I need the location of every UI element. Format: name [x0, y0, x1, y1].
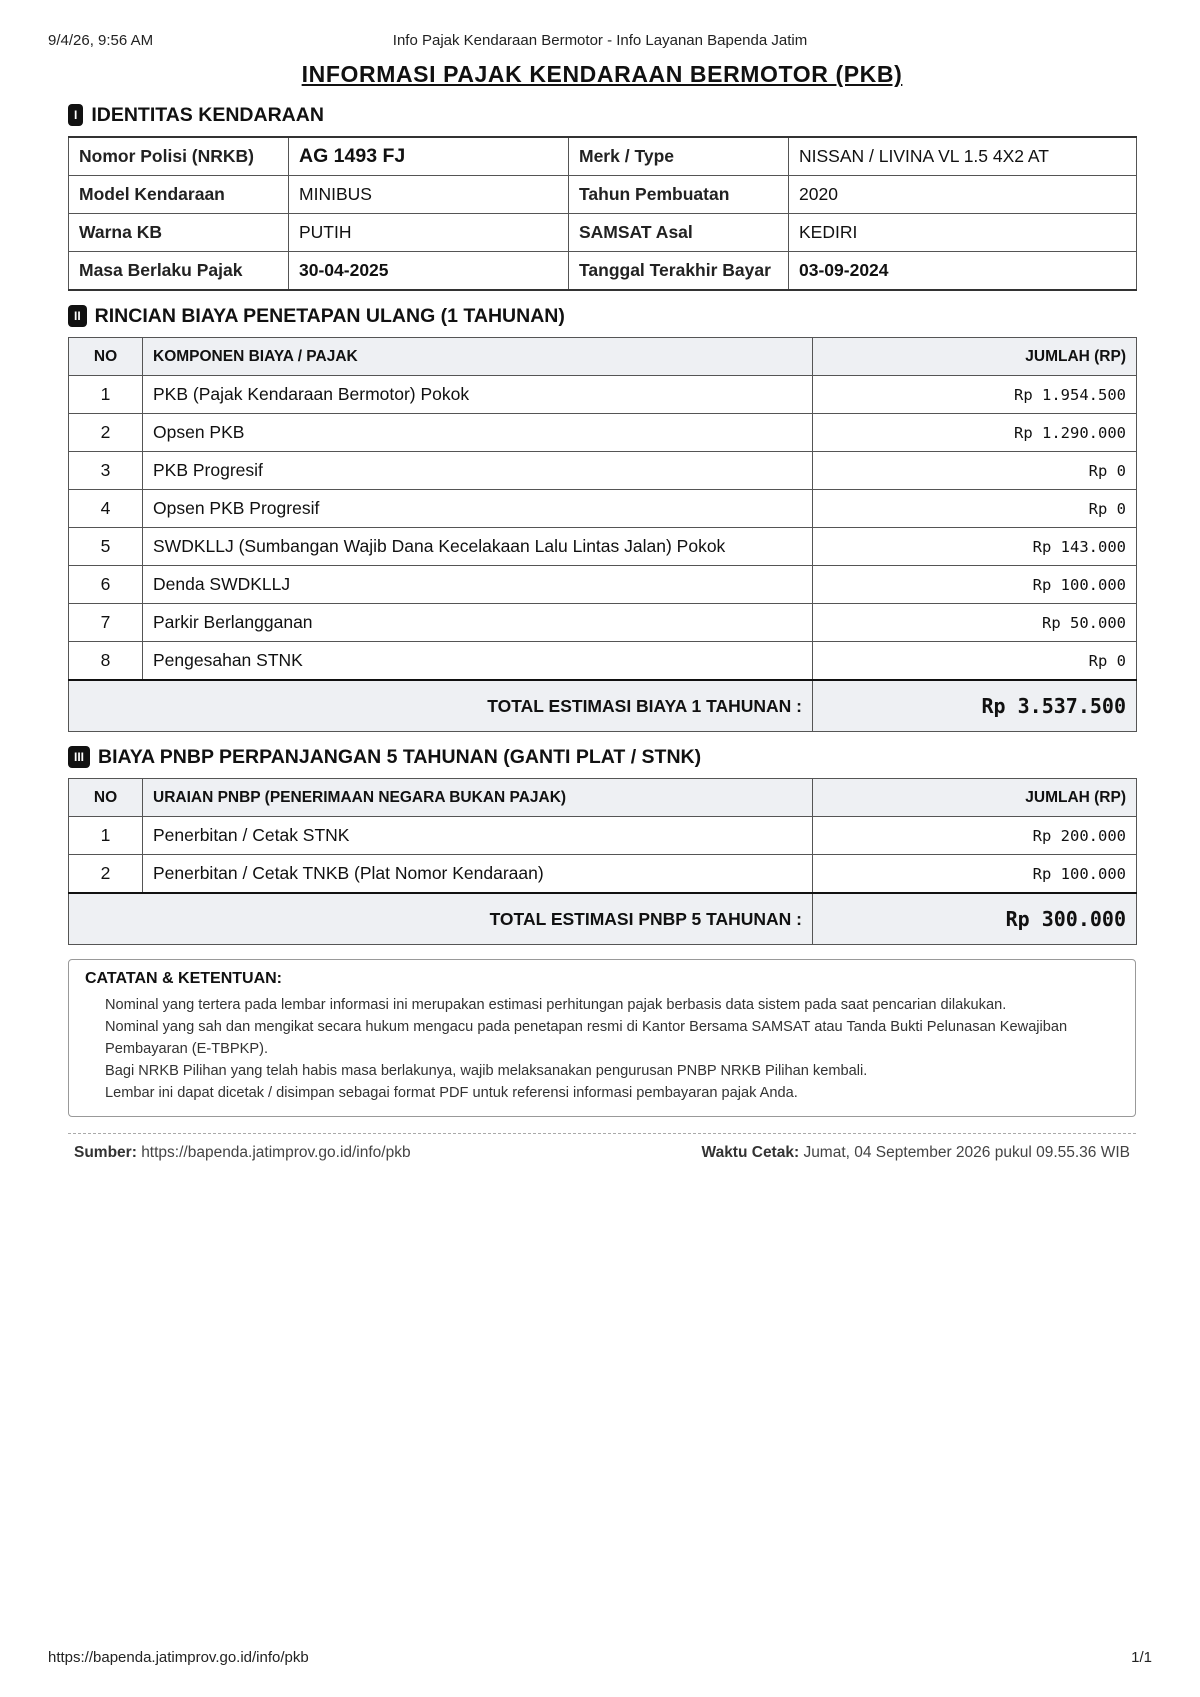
notes-title: CATATAN & KETENTUAN: [85, 970, 283, 987]
note-item: Nominal yang sah dan mengikat secara hukum mengacu pada penetapan resmi di Kantor Bersama SAMSAT atau Tanda Bukti Pelunasan Kewajiban Pembayaran (E-TBPKP). [105, 1019, 1068, 1057]
section-number-badge: II [68, 305, 87, 327]
table-row [69, 528, 1137, 566]
row-number: 7 [69, 604, 143, 642]
table-row [69, 642, 1137, 681]
column-header-amount: JUMLAH (RP) [813, 779, 1137, 817]
section-number-badge: I [68, 104, 83, 126]
table-row [69, 566, 1137, 604]
print-time-info [702, 1144, 1130, 1162]
row-component: Denda SWDKLLJ [143, 566, 813, 604]
row-amount: Rp 0 [813, 642, 1137, 681]
column-header-description: URAIAN PNBP (PENERIMAAN NEGARA BUKAN PAJAK) [143, 779, 813, 817]
row-amount: Rp 100.000 [813, 566, 1137, 604]
row-component: PKB (Pajak Kendaraan Bermotor) Pokok [143, 376, 813, 414]
total-label: TOTAL ESTIMASI PNBP 5 TAHUNAN : [69, 893, 813, 945]
column-header-component: KOMPONEN BIAYA / PAJAK [143, 338, 813, 376]
label-last-payment-date: Tanggal Terakhir Bayar [569, 252, 789, 291]
note-item: Bagi NRKB Pilihan yang telah habis masa berlakunya, wajib melaksanakan pengurusan PNBP NRKB Pilihan kembali. [105, 1063, 868, 1079]
total-label: TOTAL ESTIMASI BIAYA 1 TAHUNAN : [69, 680, 813, 732]
total-amount: Rp 300.000 [813, 893, 1137, 945]
row-component: SWDKLLJ (Sumbangan Wajib Dana Kecelakaan Lalu Lintas Jalan) Pokok [143, 528, 813, 566]
print-page-title: Info Pajak Kendaraan Bermotor - Info Layanan Bapenda Jatim [392, 32, 808, 49]
table-header-row [69, 338, 1137, 376]
identity-row [69, 176, 1137, 214]
row-amount: Rp 200.000 [813, 817, 1137, 855]
column-header-no: NO [69, 779, 143, 817]
row-number: 8 [69, 642, 143, 681]
print-header [48, 32, 1152, 52]
note-item: Nominal yang tertera pada lembar informasi ini merupakan estimasi perhitungan pajak berbasis data sistem pada saat pencarian dilakukan. [105, 997, 1007, 1013]
total-row [69, 680, 1137, 732]
table-row [69, 414, 1137, 452]
vehicle-identity-table [68, 136, 1137, 291]
column-header-no: NO [69, 338, 143, 376]
identity-row [69, 137, 1137, 176]
row-amount: Rp 50.000 [813, 604, 1137, 642]
row-number: 5 [69, 528, 143, 566]
row-amount: Rp 0 [813, 452, 1137, 490]
print-time-value: Jumat, 04 September 2026 pukul 09.55.36 WIB [803, 1144, 1130, 1161]
page-number: 1/1 [1131, 1649, 1152, 1666]
source-url: https://bapenda.jatimprov.go.id/info/pkb [141, 1144, 411, 1161]
label-brand-type: Merk / Type [569, 137, 789, 176]
annual-fees-table [68, 337, 1137, 732]
table-row [69, 376, 1137, 414]
row-number: 2 [69, 414, 143, 452]
print-time-label: Waktu Cetak: [701, 1144, 800, 1161]
row-component: Opsen PKB Progresif [143, 490, 813, 528]
print-footer [48, 1649, 1152, 1669]
section-identity-heading [68, 100, 1136, 130]
print-footer-url: https://bapenda.jatimprov.go.id/info/pkb [48, 1649, 309, 1666]
section-title: RINCIAN BIAYA PENETAPAN ULANG (1 TAHUNAN) [94, 304, 565, 327]
row-description: Penerbitan / Cetak STNK [143, 817, 813, 855]
value-last-payment-date: 03-09-2024 [789, 252, 1137, 291]
value-tax-validity: 30-04-2025 [289, 252, 569, 291]
dashed-divider [68, 1133, 1136, 1134]
value-samsat-origin: KEDIRI [789, 214, 1137, 252]
pnbp-fees-table [68, 778, 1137, 945]
notes-list [85, 994, 1119, 1104]
row-component: Pengesahan STNK [143, 642, 813, 681]
value-vehicle-model: MINIBUS [289, 176, 569, 214]
value-color: PUTIH [289, 214, 569, 252]
document-title: INFORMASI PAJAK KENDARAAN BERMOTOR (PKB) [301, 61, 903, 87]
section-title: IDENTITAS KENDARAAN [91, 103, 324, 126]
section-number-badge: III [68, 746, 90, 768]
identity-row [69, 214, 1137, 252]
note-item: Lembar ini dapat dicetak / disimpan sebagai format PDF untuk referensi informasi pembayaran pajak Anda. [105, 1085, 798, 1101]
section-title: BIAYA PNBP PERPANJANGAN 5 TAHUNAN (GANTI PLAT / STNK) [98, 745, 702, 768]
column-header-amount: JUMLAH (RP) [813, 338, 1137, 376]
row-number: 1 [69, 817, 143, 855]
label-samsat-origin: SAMSAT Asal [569, 214, 789, 252]
row-amount: Rp 100.000 [813, 855, 1137, 894]
row-number: 4 [69, 490, 143, 528]
table-row [69, 452, 1137, 490]
row-description: Penerbitan / Cetak TNKB (Plat Nomor Kendaraan) [143, 855, 813, 894]
print-datetime: 9/4/26, 9:56 AM [48, 32, 154, 49]
value-brand-type: NISSAN / LIVINA VL 1.5 4X2 AT [789, 137, 1137, 176]
table-row [69, 490, 1137, 528]
label-license-plate: Nomor Polisi (NRKB) [69, 137, 289, 176]
row-number: 2 [69, 855, 143, 894]
row-number: 3 [69, 452, 143, 490]
total-amount: Rp 3.537.500 [813, 680, 1137, 732]
row-number: 1 [69, 376, 143, 414]
source-info [74, 1144, 411, 1162]
table-row [69, 604, 1137, 642]
section-annual-fees-heading [68, 301, 1136, 331]
label-tax-validity: Masa Berlaku Pajak [69, 252, 289, 291]
value-manufacture-year: 2020 [789, 176, 1137, 214]
document-meta-footer [68, 1144, 1136, 1170]
row-amount: Rp 0 [813, 490, 1137, 528]
row-number: 6 [69, 566, 143, 604]
table-row [69, 817, 1137, 855]
document-page [68, 58, 1136, 1170]
row-amount: Rp 143.000 [813, 528, 1137, 566]
total-row [69, 893, 1137, 945]
label-color: Warna KB [69, 214, 289, 252]
table-header-row [69, 779, 1137, 817]
label-vehicle-model: Model Kendaraan [69, 176, 289, 214]
identity-row [69, 252, 1137, 291]
label-manufacture-year: Tahun Pembuatan [569, 176, 789, 214]
notes-box [68, 959, 1136, 1117]
row-component: Opsen PKB [143, 414, 813, 452]
value-license-plate: AG 1493 FJ [289, 137, 569, 176]
source-label: Sumber: [74, 1144, 137, 1161]
row-amount: Rp 1.290.000 [813, 414, 1137, 452]
section-pnbp-heading [68, 742, 1136, 772]
row-component: PKB Progresif [143, 452, 813, 490]
row-amount: Rp 1.954.500 [813, 376, 1137, 414]
row-component: Parkir Berlangganan [143, 604, 813, 642]
table-row [69, 855, 1137, 894]
